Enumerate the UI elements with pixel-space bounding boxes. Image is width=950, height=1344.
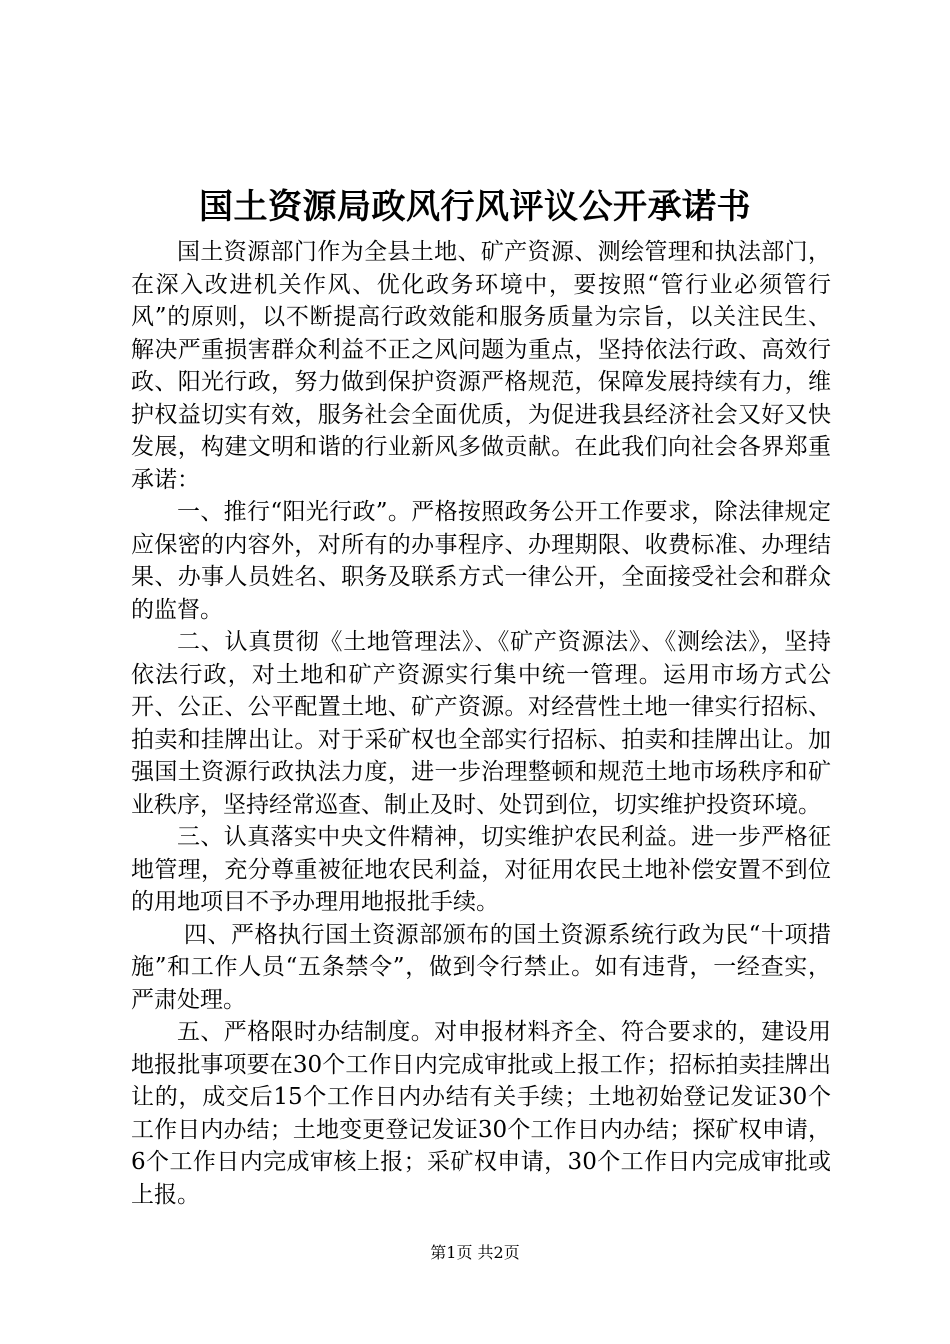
intro-paragraph: 国土资源部门作为全县土地、矿产资源、测绘管理和执法部门，在深入改进机关作风、优化政务环境中，要按照“管行业必须管行风”的原则，以不断提高行政效能和服务质量为宗旨，以关注民生、解决严重损害群众利益不正之风问题为重点，坚持依法行政、高效行政、阳光行政，努力做到保护资源严格规范，保障发展持续有力，维护权益切实有效，服务社会全面优质，为促进我县经济社会又好又快发展，构建文明和谐的行业新风多做贡献。在此我们向社会各界郑重承诺： — [131, 239, 831, 493]
commitment-paragraph-1: 一、推行“阳光行政”。严格按照政务公开工作要求，除法律规定应保密的内容外，对所有的办事程序、办理期限、收费标准、办理结果、办事人员姓名、职务及联系方式一律公开，全面接受社会和群众的监督。 — [131, 499, 831, 623]
document-body — [131, 236, 831, 1211]
commitment-paragraph-4: 四、严格执行国土资源部颁布的国土资源系统行政为民“十项措施”和工作人员“五条禁令”，做到令行禁止。如有违背，一经查实，严肃处理。 — [131, 921, 831, 1013]
page-number-indicator: 第1页 共2页 — [430, 1243, 520, 1262]
page-footer — [0, 1242, 950, 1264]
commitment-paragraph-2: 二、认真贯彻《土地管理法》、《矿产资源法》、《测绘法》，坚持依法行政，对土地和矿产资源实行集中统一管理。运用市场方式公开、公正、公平配置土地、矿产资源。对经营性土地一律实行招标、拍卖和挂牌出让。对于采矿权也全部实行招标、拍卖和挂牌出让。加强国土资源行政执法力度，进一步治理整顿和规范土地市场秩序和矿业秩序，坚持经常巡查、制止及时、处罚到位，切实维护投资环境。 — [131, 629, 831, 818]
document-title: 国土资源局政风行风评议公开承诺书 — [199, 187, 751, 227]
commitment-paragraph-5: 五、严格限时办结制度。对申报材料齐全、符合要求的，建设用地报批事项要在30个工作日内完成审批或上报工作；招标拍卖挂牌出让的，成交后15个工作日内办结有关手续；土地初始登记发证30个工作日内办结；土地变更登记发证30个工作日内办结；探矿权申请，6个工作日内完成审核上报；采矿权申请，30个工作日内完成审批或上报。 — [131, 1019, 831, 1208]
commitment-paragraph-3: 三、认真落实中央文件精神，切实维护农民利益。进一步严格征地管理，充分尊重被征地农民利益，对征用农民土地补偿安置不到位的用地项目不予办理用地报批手续。 — [131, 824, 831, 915]
